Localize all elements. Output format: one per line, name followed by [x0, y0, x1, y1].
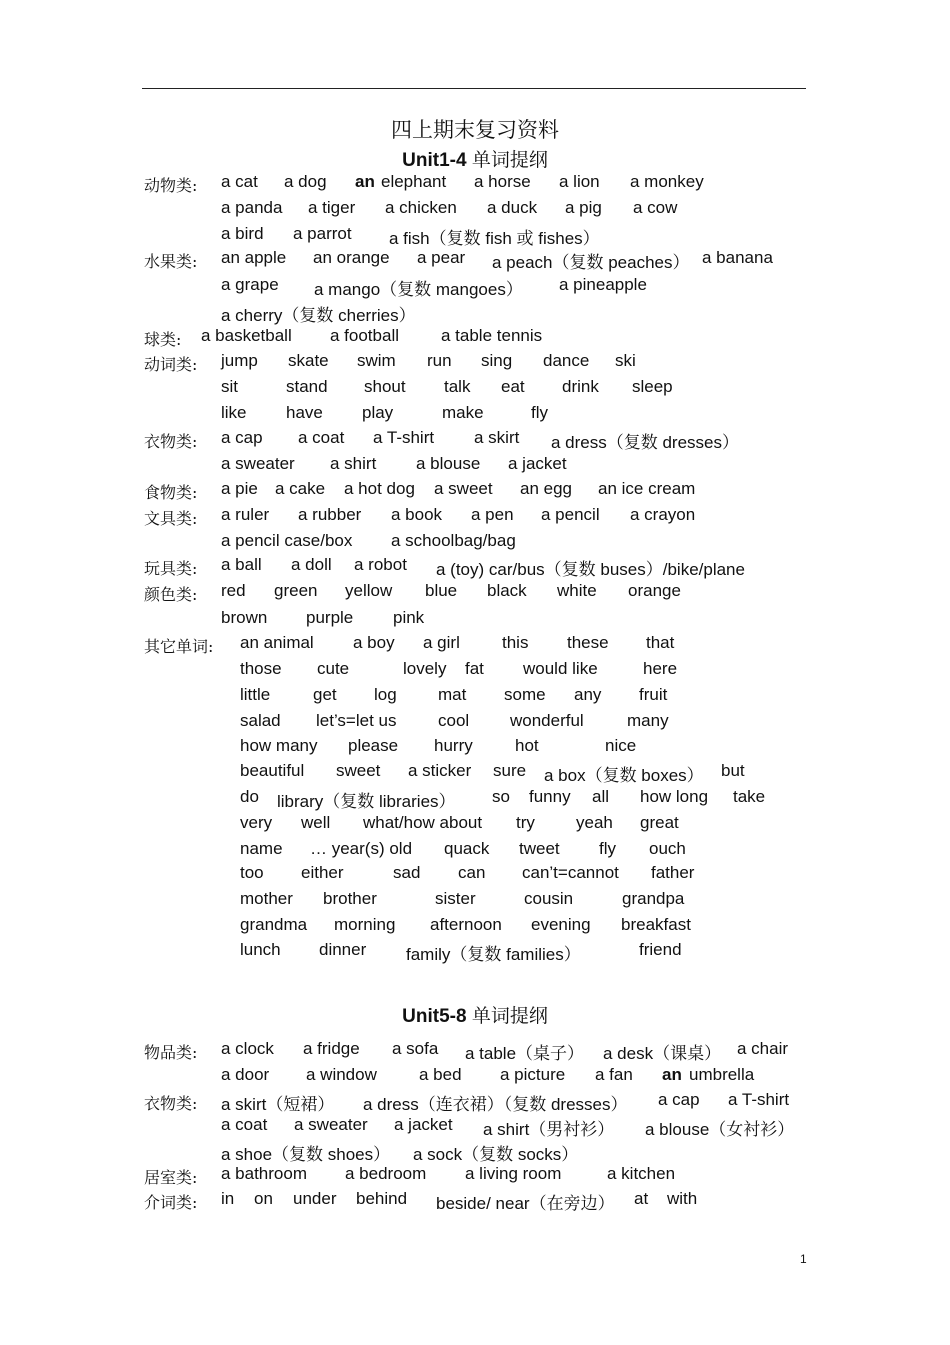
- vocab-word: morning: [334, 915, 396, 934]
- vocab-word: a bird: [221, 224, 264, 243]
- vocab-word: drink: [562, 377, 599, 396]
- vocab-word: brother: [323, 889, 377, 908]
- vocab-word: a shirt（男衬衫）: [483, 1120, 615, 1139]
- vocab-word: that: [646, 633, 675, 652]
- vocab-word: quack: [444, 839, 490, 858]
- vocab-word: a hot dog: [344, 479, 415, 498]
- vocab-word: a chair: [737, 1039, 789, 1058]
- vocab-word: a duck: [487, 198, 538, 217]
- vocab-word: a sticker: [408, 761, 472, 780]
- vocab-word: a chicken: [385, 198, 457, 217]
- vocab-word: … year(s) old: [310, 839, 413, 858]
- vocab-word: a rubber: [298, 505, 362, 524]
- vocab-word: sit: [221, 377, 238, 396]
- vocab-word: too: [240, 863, 264, 882]
- vocab-word: green: [274, 581, 318, 600]
- vocab-word: a panda: [221, 198, 283, 217]
- category-label: 动物类:: [144, 176, 198, 195]
- vocab-word: an: [355, 172, 375, 191]
- unit-heading-zh: 单词提纲: [471, 149, 548, 171]
- vocab-word: a picture: [500, 1065, 566, 1084]
- category-label: 衣物类:: [144, 432, 198, 451]
- vocab-word: an apple: [221, 248, 287, 267]
- vocab-word: a dress（复数 dresses）: [551, 433, 739, 452]
- vocab-word: nice: [605, 736, 637, 755]
- vocab-word: a sweater: [221, 454, 295, 473]
- vocab-word: do: [240, 787, 259, 806]
- vocab-word: a dog: [284, 172, 327, 191]
- vocab-word: a bed: [419, 1065, 462, 1084]
- category-label: 衣物类:: [144, 1094, 198, 1113]
- vocab-word: would like: [523, 659, 598, 678]
- vocab-word: a cake: [275, 479, 326, 498]
- vocab-word: a cow: [633, 198, 678, 217]
- vocab-word: a ruler: [221, 505, 270, 524]
- vocab-word: beside/ near（在旁边）: [436, 1194, 615, 1213]
- unit-heading-bold: Unit1-4: [402, 150, 467, 171]
- vocab-word: take: [733, 787, 766, 806]
- vocab-word: in: [221, 1189, 235, 1208]
- vocab-word: evening: [531, 915, 591, 934]
- vocab-word: fly: [531, 403, 548, 422]
- category-label: 水果类:: [144, 252, 198, 271]
- vocab-word: a tiger: [308, 198, 356, 217]
- vocab-word: lunch: [240, 940, 281, 959]
- vocab-word: sleep: [632, 377, 673, 396]
- vocab-word: sad: [393, 863, 421, 882]
- vocab-word: cool: [438, 711, 470, 730]
- vocab-word: all: [592, 787, 610, 806]
- vocab-word: a bedroom: [345, 1164, 427, 1183]
- category-label: 玩具类:: [144, 559, 198, 578]
- vocab-word: hot: [515, 736, 539, 755]
- vocab-word: shout: [364, 377, 406, 396]
- vocab-word: lovely: [403, 659, 447, 678]
- vocab-word: run: [427, 351, 452, 370]
- unit-heading-bold: Unit5-8: [402, 1006, 467, 1027]
- vocab-word: so: [492, 787, 510, 806]
- vocab-word: a coat: [298, 428, 345, 447]
- vocab-word: a clock: [221, 1039, 274, 1058]
- vocab-word: a sock（复数 socks）: [413, 1145, 579, 1164]
- vocab-word: a parrot: [293, 224, 352, 243]
- vocab-word: ski: [615, 351, 636, 370]
- vocab-word: a pencil case/box: [221, 531, 353, 550]
- vocab-word: friend: [639, 940, 682, 959]
- vocab-word: beautiful: [240, 761, 305, 780]
- vocab-word: make: [442, 403, 484, 422]
- page-title: 四上期末复习资料: [391, 118, 559, 142]
- vocab-word: how many: [240, 736, 318, 755]
- vocab-word: fly: [599, 839, 616, 858]
- vocab-word: a shoe（复数 shoes）: [221, 1145, 391, 1164]
- vocab-word: let’s=let us: [316, 711, 397, 730]
- vocab-word: very: [240, 813, 273, 832]
- vocab-word: father: [651, 863, 695, 882]
- vocab-word: a cap: [221, 428, 263, 447]
- vocab-word: a T-shirt: [373, 428, 435, 447]
- vocab-word: a boy: [353, 633, 395, 652]
- vocab-word: a doll: [291, 555, 332, 574]
- vocab-word: a basketball: [201, 326, 292, 345]
- vocab-word: a (toy) car/bus（复数 buses）/bike/plane: [436, 560, 745, 579]
- vocab-word: dance: [543, 351, 590, 370]
- vocab-word: a skirt: [474, 428, 520, 447]
- vocab-word: an egg: [520, 479, 572, 498]
- vocab-word: a blouse: [416, 454, 481, 473]
- unit-5-8-heading: [0, 1001, 950, 1028]
- vocab-word: a crayon: [630, 505, 696, 524]
- vocab-word: a desk（课桌）: [603, 1044, 722, 1063]
- vocab-word: a table（桌子）: [465, 1044, 585, 1063]
- header-rule: [142, 88, 806, 89]
- vocab-word: swim: [357, 351, 396, 370]
- vocab-word: play: [362, 403, 394, 422]
- category-label: 球类:: [144, 330, 182, 349]
- vocab-word: wonderful: [510, 711, 584, 730]
- vocab-word: breakfast: [621, 915, 691, 934]
- vocab-word: skate: [288, 351, 329, 370]
- vocab-word: can’t=cannot: [522, 863, 619, 882]
- vocab-word: like: [221, 403, 247, 422]
- vocab-word: a shirt: [330, 454, 377, 473]
- vocab-word: well: [301, 813, 331, 832]
- vocab-word: red: [221, 581, 246, 600]
- vocab-word: a book: [391, 505, 443, 524]
- vocab-word: a pie: [221, 479, 258, 498]
- vocab-word: a bathroom: [221, 1164, 307, 1183]
- vocab-word: salad: [240, 711, 281, 730]
- category-label: 物品类:: [144, 1043, 198, 1062]
- vocab-word: an orange: [313, 248, 390, 267]
- vocab-word: a cap: [658, 1090, 700, 1109]
- vocab-word: a schoolbag/bag: [391, 531, 516, 550]
- vocab-word: afternoon: [430, 915, 502, 934]
- vocab-word: a cat: [221, 172, 258, 191]
- vocab-word: great: [640, 813, 679, 832]
- vocab-word: a blouse（女衬衫）: [645, 1120, 795, 1139]
- vocab-word: funny: [529, 787, 571, 806]
- vocab-word: name: [240, 839, 283, 858]
- vocab-word: black: [487, 581, 527, 600]
- vocab-word: a pen: [471, 505, 514, 524]
- vocab-word: tweet: [519, 839, 560, 858]
- vocab-word: a jacket: [508, 454, 567, 473]
- vocab-word: a banana: [702, 248, 773, 267]
- vocab-word: talk: [444, 377, 471, 396]
- vocab-word: library（复数 libraries）: [277, 792, 456, 811]
- vocab-word: a T-shirt: [728, 1090, 790, 1109]
- vocab-word: a pencil: [541, 505, 600, 524]
- vocab-word: grandma: [240, 915, 308, 934]
- vocab-word: a jacket: [394, 1115, 453, 1134]
- page-number: 1: [800, 1252, 807, 1266]
- vocab-word: a cherry（复数 cherries）: [221, 306, 416, 325]
- vocab-word: how long: [640, 787, 709, 806]
- vocab-word: an animal: [240, 633, 314, 652]
- vocab-word: little: [240, 685, 271, 704]
- vocab-word: a sweater: [294, 1115, 368, 1134]
- category-label: 其它单词:: [144, 637, 214, 656]
- vocab-word: a lion: [559, 172, 600, 191]
- vocab-word: many: [627, 711, 669, 730]
- vocab-word: these: [567, 633, 609, 652]
- vocab-word: sure: [493, 761, 527, 780]
- vocab-word: an: [662, 1065, 682, 1084]
- vocab-word: hurry: [434, 736, 473, 755]
- vocab-word: get: [313, 685, 337, 704]
- vocab-word: a door: [221, 1065, 270, 1084]
- vocab-word: under: [293, 1189, 337, 1208]
- vocab-word: yeah: [576, 813, 613, 832]
- vocab-word: mat: [438, 685, 467, 704]
- unit-heading-zh: 单词提纲: [471, 1005, 548, 1027]
- vocab-word: an ice cream: [598, 479, 696, 498]
- vocab-word: at: [634, 1189, 649, 1208]
- vocab-word: please: [348, 736, 399, 755]
- vocab-word: family（复数 families）: [406, 945, 581, 964]
- vocab-word: a pig: [565, 198, 602, 217]
- vocab-word: a table tennis: [441, 326, 543, 345]
- vocab-word: a horse: [474, 172, 531, 191]
- vocab-word: can: [458, 863, 486, 882]
- vocab-word: mother: [240, 889, 293, 908]
- category-label: 介词类:: [144, 1193, 198, 1212]
- vocab-word: a football: [330, 326, 399, 345]
- vocab-word: a fan: [595, 1065, 633, 1084]
- vocab-word: try: [516, 813, 535, 832]
- vocab-word: any: [574, 685, 602, 704]
- vocab-word: fat: [465, 659, 484, 678]
- vocab-word: a sweet: [434, 479, 493, 498]
- vocab-word: a coat: [221, 1115, 268, 1134]
- vocab-word: a living room: [465, 1164, 562, 1183]
- vocab-word: either: [301, 863, 344, 882]
- vocab-word: a monkey: [630, 172, 704, 191]
- vocab-word: ouch: [649, 839, 686, 858]
- vocab-word: a grape: [221, 275, 279, 294]
- vocab-word: a sofa: [392, 1039, 439, 1058]
- vocab-word: a fish（复数 fish 或 fishes）: [389, 229, 600, 248]
- category-label: 食物类:: [144, 483, 198, 502]
- vocab-word: on: [254, 1189, 273, 1208]
- vocab-word: cousin: [524, 889, 574, 908]
- vocab-word: white: [557, 581, 597, 600]
- vocab-word: sister: [435, 889, 476, 908]
- vocab-word: purple: [306, 608, 354, 627]
- vocab-word: have: [286, 403, 323, 422]
- vocab-word: but: [721, 761, 745, 780]
- category-label: 文具类:: [144, 509, 198, 528]
- vocab-word: a ball: [221, 555, 262, 574]
- vocab-word: a mango（复数 mangoes）: [314, 280, 523, 299]
- vocab-word: a window: [306, 1065, 377, 1084]
- vocab-word: umbrella: [689, 1065, 755, 1084]
- vocab-word: a peach（复数 peaches）: [492, 253, 690, 272]
- category-label: 居室类:: [144, 1168, 198, 1187]
- vocab-word: sing: [481, 351, 513, 370]
- vocab-word: stand: [286, 377, 328, 396]
- vocab-word: a skirt（短裙）: [221, 1095, 335, 1114]
- vocab-word: elephant: [381, 172, 447, 191]
- vocab-word: cute: [317, 659, 350, 678]
- unit-1-4-heading: [0, 145, 950, 172]
- category-label: 颜色类:: [144, 585, 198, 604]
- vocab-word: some: [504, 685, 546, 704]
- vocab-word: a fridge: [303, 1039, 360, 1058]
- vocab-word: a dress（连衣裙）（复数 dresses）: [363, 1095, 628, 1114]
- vocab-word: yellow: [345, 581, 393, 600]
- vocab-word: fruit: [639, 685, 668, 704]
- vocab-word: a pear: [417, 248, 466, 267]
- vocab-word: here: [643, 659, 678, 678]
- vocab-word: log: [374, 685, 397, 704]
- vocab-word: brown: [221, 608, 268, 627]
- vocab-word: those: [240, 659, 282, 678]
- vocab-word: orange: [628, 581, 681, 600]
- vocab-word: behind: [356, 1189, 408, 1208]
- vocab-word: blue: [425, 581, 458, 600]
- vocab-word: eat: [501, 377, 525, 396]
- vocab-word: dinner: [319, 940, 367, 959]
- vocab-word: a girl: [423, 633, 460, 652]
- vocab-word: a robot: [354, 555, 407, 574]
- vocab-word: a box（复数 boxes）: [544, 766, 704, 785]
- vocab-word: a kitchen: [607, 1164, 676, 1183]
- vocab-word: with: [667, 1189, 698, 1208]
- vocab-word: pink: [393, 608, 425, 627]
- category-label: 动词类:: [144, 355, 198, 374]
- vocab-word: sweet: [336, 761, 381, 780]
- vocab-word: a pineapple: [559, 275, 647, 294]
- vocab-word: grandpa: [622, 889, 685, 908]
- vocab-word: this: [502, 633, 529, 652]
- vocab-word: what/how about: [363, 813, 483, 832]
- vocab-word: jump: [221, 351, 258, 370]
